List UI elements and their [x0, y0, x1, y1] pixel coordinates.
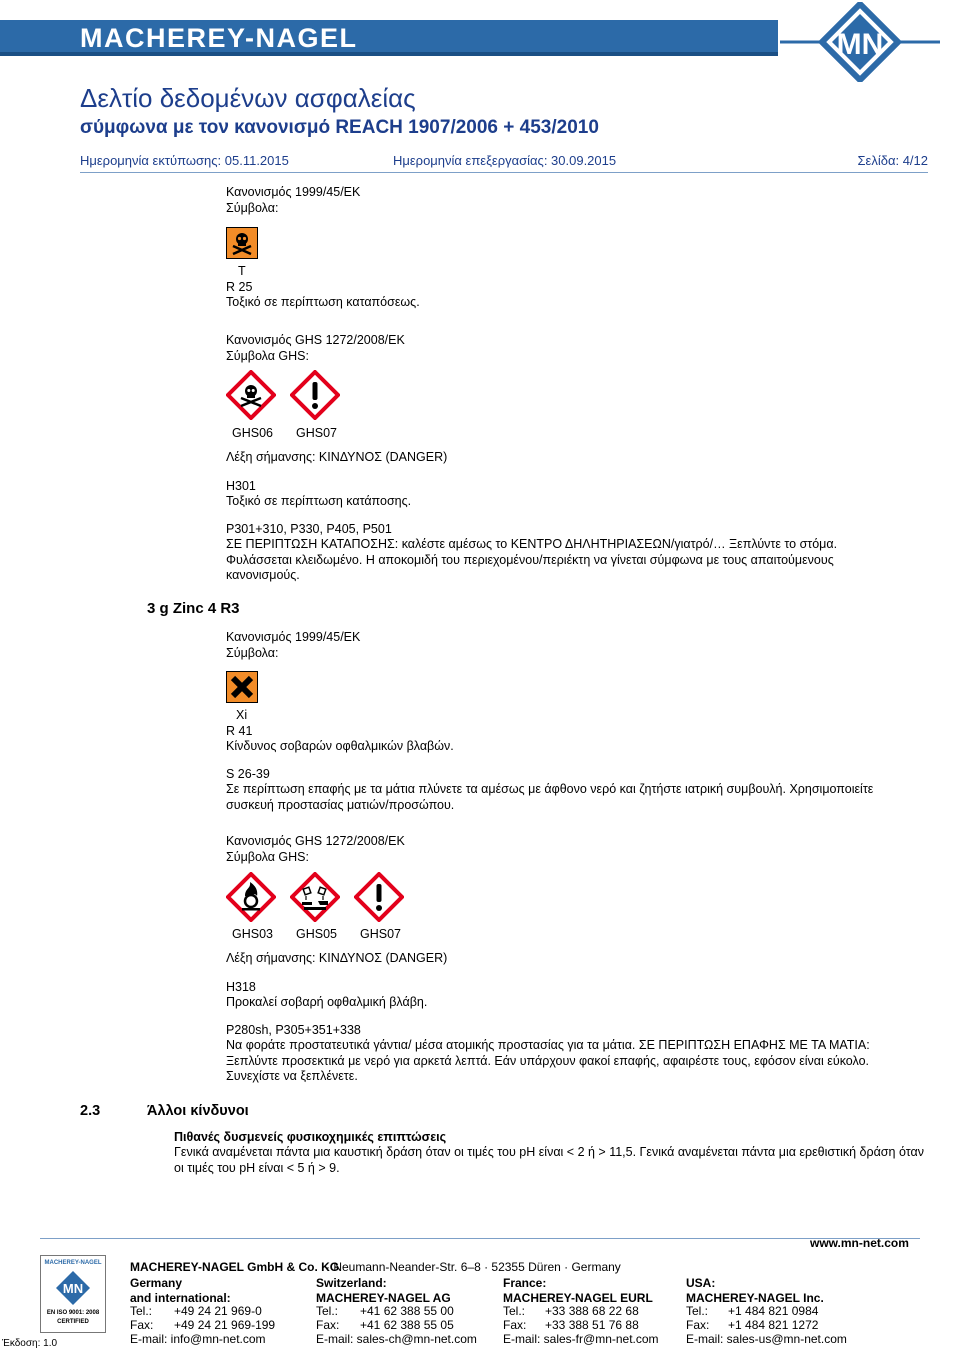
ghs-label-2: GHS05 — [296, 927, 337, 941]
footer-website[interactable]: www.mn-net.com — [810, 1236, 909, 1250]
ghs-symbols-label: Σύμβολα GHS: — [226, 850, 309, 864]
section-number: 2.3 — [80, 1103, 101, 1119]
p-phrase-codes: P301+310, P330, P405, P501 — [226, 522, 392, 536]
h-phrase-text: Τοξικό σε περίπτωση κατάποσης. — [226, 494, 412, 508]
tel-label: Tel.: — [503, 1304, 526, 1318]
fax-value: +1 484 821 1272 — [728, 1318, 819, 1332]
regulation-label: Κανονισμός GHS 1272/2008/ΕΚ — [226, 333, 405, 347]
fax-label: Fax: — [503, 1318, 527, 1332]
edition-label: Έκδοση: 1.0 — [2, 1338, 58, 1349]
cert-line-2: CERTIFIED — [57, 1319, 89, 1325]
tel-value: +49 24 21 969-0 — [174, 1304, 262, 1318]
col-head-1: Switzerland: — [316, 1276, 387, 1290]
subsection-body: Γενικά αναμένεται πάντα μια καυστική δράση όταν οι τιμές του pH είναι < 2 ή > 11,5. Γενικά αναμένεται πάντα μια ερεθιστική δράση όταν οι τιμές του pH είναι < 5 ή > 9. — [174, 1145, 924, 1175]
cert-logo-text: MN — [62, 1281, 84, 1296]
ghs-label-2: GHS07 — [296, 426, 337, 440]
document-subtitle: σύμφωνα με τον κανονισμό REACH 1907/2006 + 453/2010 — [80, 117, 599, 138]
ghs-label-1: GHS03 — [232, 927, 273, 941]
col-head-2: MACHEREY-NAGEL EURL — [503, 1291, 653, 1305]
col-head-1: Germany — [130, 1276, 183, 1290]
fax-label: Fax: — [316, 1318, 340, 1332]
brand-name: MACHEREY-NAGEL — [80, 23, 358, 53]
symbol-code: T — [238, 264, 246, 278]
cert-brand: MACHEREY-NAGEL — [44, 1260, 102, 1266]
ghs07-exclamation-icon — [354, 872, 404, 922]
col-head-1: France: — [503, 1276, 547, 1290]
tel-value: +41 62 388 55 00 — [360, 1304, 454, 1318]
fax-label: Fax: — [686, 1318, 710, 1332]
footer-company: MACHEREY-NAGEL GmbH & Co. KG — [130, 1260, 340, 1274]
fax-value: +33 388 51 76 88 — [545, 1318, 639, 1332]
regulation-label: Κανονισμός 1999/45/ΕΚ — [226, 185, 361, 199]
col-head-1: USA: — [686, 1276, 716, 1290]
footer-address: · Neumann-Neander-Str. 6–8 · 52355 Düren · Germany — [326, 1260, 621, 1274]
ghs-label-3: GHS07 — [360, 927, 401, 941]
footer-divider — [40, 1238, 920, 1239]
h-phrase-code: H301 — [226, 479, 256, 493]
fax-value: +49 24 21 969-199 — [174, 1318, 276, 1332]
symbols-label: Σύμβολα: — [226, 201, 279, 215]
ghs-label-1: GHS06 — [232, 426, 273, 440]
email-link[interactable]: E-mail: info@mn-net.com — [130, 1332, 266, 1346]
regulation-label: Κανονισμός GHS 1272/2008/ΕΚ — [226, 834, 405, 848]
h-phrase-code: H318 — [226, 980, 256, 994]
s-phrase-code: S 26-39 — [226, 767, 270, 781]
h-phrase-text: Προκαλεί σοβαρή οφθαλμική βλάβη. — [226, 995, 428, 1009]
r-phrase-text: Τοξικό σε περίπτωση καταπόσεως. — [226, 295, 420, 309]
tel-value: +1 484 821 0984 — [728, 1304, 819, 1318]
r-phrase-code: R 41 — [226, 724, 253, 738]
tel-value: +33 388 68 22 68 — [545, 1304, 639, 1318]
signal-word: Λέξη σήμανσης: ΚΙΝΔΥΝΟΣ (DANGER) — [226, 951, 448, 965]
mn-logo-icon — [780, 2, 940, 82]
r-phrase-code: R 25 — [226, 280, 253, 294]
tel-label: Tel.: — [316, 1304, 339, 1318]
section-title: Άλλοι κίνδυνοι — [147, 1103, 249, 1119]
ghs03-flame-over-circle-icon — [226, 872, 276, 922]
regulation-label: Κανονισμός 1999/45/ΕΚ — [226, 630, 361, 644]
header-divider — [80, 172, 928, 173]
email-link[interactable]: E-mail: sales-fr@mn-net.com — [503, 1332, 659, 1346]
mn-logo-text: MN — [836, 28, 884, 61]
cert-mn-logo-icon — [55, 1270, 91, 1306]
signal-word: Λέξη σήμανσης: ΚΙΝΔΥΝΟΣ (DANGER) — [226, 450, 448, 464]
cross-irritant-orange-icon — [226, 671, 258, 703]
ghs06-skull-icon — [226, 370, 276, 420]
subsection-title: Πιθανές δυσμενείς φυσικοχημικές επιπτώσεις — [174, 1130, 447, 1144]
p-phrase-text: Να φοράτε προστατευτικά γάντια/ μέσα ατομικής προστασίας για τα μάτια. ΣΕ ΠΕΡΙΠΤΩΣΗ ΕΠΑΦΗΣ ΜΕ ΤΑ ΜΑΤΙΑ: Ξεπλύντε προσεκτικά με νερό για αρκετά λεπτά. Εάν υπάρχουν φακοί επαφής, αφαιρέστε τους, εφόσον είναι εύκολο. Συνεχίστε να ξεπλένετε. — [226, 1038, 870, 1083]
document-title: Δελτίο δεδομένων ασφαλείας — [80, 83, 416, 113]
symbol-code: Xi — [236, 708, 248, 722]
col-head-2: MACHEREY-NAGEL Inc. — [686, 1291, 824, 1305]
col-head-2: and international: — [130, 1291, 231, 1305]
cert-line-1: EN ISO 9001: 2008 — [46, 1310, 100, 1316]
symbols-label: Σύμβολα: — [226, 646, 279, 660]
edit-date: Ημερομηνία επεξεργασίας: 30.09.2015 — [393, 153, 617, 168]
ghs07-exclamation-icon — [290, 370, 340, 420]
skull-crossbones-orange-icon — [226, 227, 258, 259]
fax-label: Fax: — [130, 1318, 154, 1332]
p-phrase-codes: P280sh, P305+351+338 — [226, 1023, 361, 1037]
fax-value: +41 62 388 55 05 — [360, 1318, 454, 1332]
p-phrase-text: ΣΕ ΠΕΡΙΠΤΩΣΗ ΚΑΤΑΠΟΣΗΣ: καλέστε αμέσως το ΚΕΝΤΡΟ ΔΗΛΗΤΗΡΙΑΣΕΩΝ/γιατρό/… Ξεπλύντε το στόμα. Φυλάσσεται κλειδωμένο. Η αποκομιδή του περιεχομένου/περιέκτη να γίνεται σύμφωνα με τους απαιτούμενους κανονισμούς. — [226, 537, 838, 582]
s-phrase-text: Σε περίπτωση επαφής με τα μάτια πλύνετε τα αμέσως με άφθονο νερό και ζητήστε ιατρική συμβουλή. Χρησιμοποιείτε συσκευή προστασίας ματιών/προσώπου. — [226, 782, 874, 812]
component-name: 3 g Zinc 4 R3 — [147, 600, 240, 617]
tel-label: Tel.: — [686, 1304, 709, 1318]
tel-label: Tel.: — [130, 1304, 153, 1318]
ghs-symbols-label: Σύμβολα GHS: — [226, 349, 309, 363]
ghs05-corrosion-icon — [290, 872, 340, 922]
email-link[interactable]: E-mail: sales-ch@mn-net.com — [316, 1332, 477, 1346]
page-number: Σελίδα: 4/12 — [857, 153, 928, 168]
iso-certificate-badge — [40, 1255, 106, 1333]
r-phrase-text: Κίνδυνος σοβαρών οφθαλμικών βλαβών. — [226, 739, 454, 753]
col-head-2: MACHEREY-NAGEL AG — [316, 1291, 451, 1305]
email-link[interactable]: E-mail: sales-us@mn-net.com — [686, 1332, 847, 1346]
print-date: Ημερομηνία εκτύπωσης: 05.11.2015 — [80, 153, 289, 168]
